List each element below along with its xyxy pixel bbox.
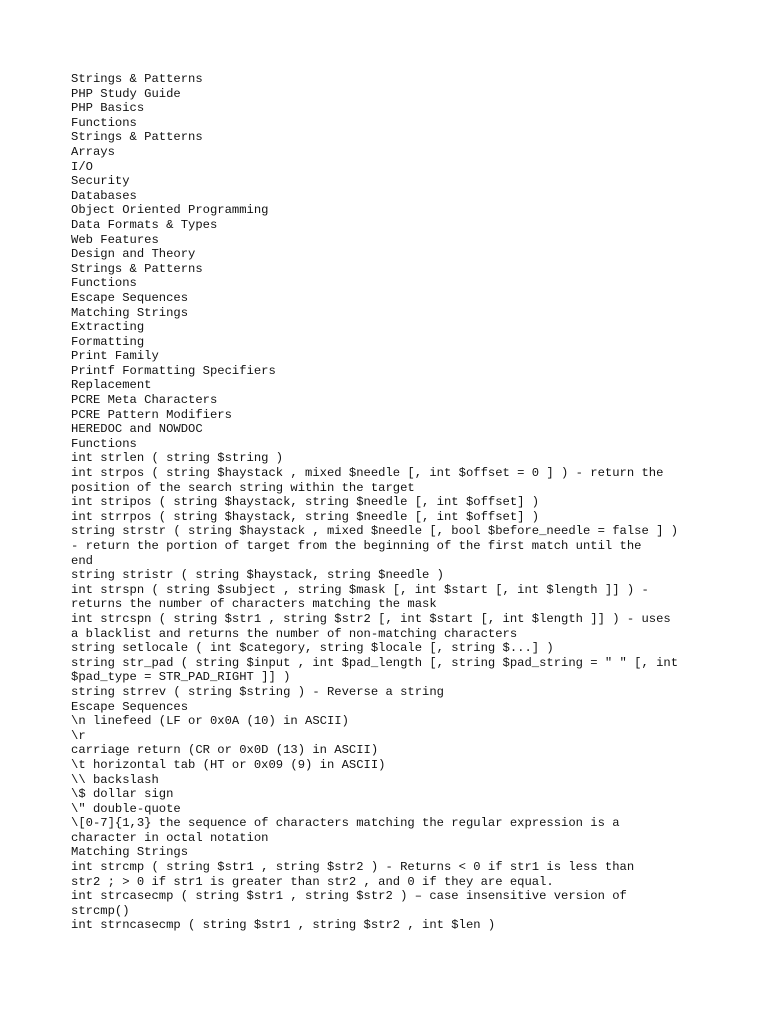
text-line: Strings & Patterns [71, 130, 203, 145]
text-line: Extracting [71, 320, 145, 335]
text-line: - return the portion of target from the beginning of the first match until the [71, 539, 642, 553]
text-line: PHP Study Guide [71, 86, 181, 101]
text-line: \[0-7]{1,3} the sequence of characters matching the regular expression is a [71, 816, 620, 831]
text-line: int strrpos ( string $haystack, string $needle [, int $offset] ) [71, 509, 540, 524]
text-line: Functions [71, 276, 137, 291]
text-line: int strspn ( string $subject , string $mask [, int $start [, int $length ]] ) - [71, 582, 649, 597]
text-line: Web Features [71, 232, 159, 247]
text-line: Replacement [71, 378, 152, 393]
text-line: HEREDOC and NOWDOC [71, 422, 203, 437]
text-line: strcmp() [71, 903, 130, 918]
text-line: string strstr ( string $haystack , mixed $needle [, bool $before_needle = false ] ) [71, 524, 679, 539]
text-line: I/O [71, 159, 93, 174]
text-line: PCRE Pattern Modifiers [71, 407, 232, 422]
text-line: Print Family [71, 349, 159, 364]
text-line: Object Oriented Programming [71, 203, 269, 218]
text-line: int strncasecmp ( string $str1 , string $str2 , int $len ) [71, 918, 496, 933]
text-line: Data Formats & Types [71, 217, 218, 232]
text-line: \n linefeed (LF or 0x0A (10) in ASCII) [71, 714, 349, 729]
text-line: \\ backslash [71, 772, 159, 787]
text-line: Strings & Patterns [71, 72, 203, 86]
text-line: returns the number of characters matching the mask [71, 597, 437, 612]
text-line: int strlen ( string $string ) [71, 451, 284, 466]
text-line: end [71, 553, 93, 568]
text-line: int strcasecmp ( string $str1 , string $str2 ) – case insensitive version of [71, 889, 627, 904]
text-line: Strings & Patterns [71, 261, 203, 276]
text-line: string str_pad ( string $input , int $pad_length [, string $pad_string = " " [, int [71, 655, 679, 670]
text-line: string strrev ( string $string ) - Reverse a string [71, 684, 444, 699]
text-line: int strcmp ( string $str1 , string $str2 ) - Returns < 0 if str1 is less than [71, 860, 635, 875]
text-line: \t horizontal tab (HT or 0x09 (9) in ASCII) [71, 757, 386, 772]
text-line: Arrays [71, 144, 115, 159]
text-line: PCRE Meta Characters [71, 393, 218, 408]
text-line: Printf Formatting Specifiers [71, 363, 276, 378]
text-line: carriage return (CR or 0x0D (13) in ASCII) [71, 743, 379, 758]
text-line: Escape Sequences [71, 699, 189, 714]
text-line: Matching Strings [71, 845, 189, 860]
text-line: position of the search string within the target [71, 480, 415, 495]
text-line: \" double-quote [71, 801, 181, 816]
text-line: Matching Strings [71, 305, 189, 320]
text-line: PHP Basics [71, 101, 145, 116]
text-line: string stristr ( string $haystack, string $needle ) [71, 568, 444, 583]
text-line: Security [71, 174, 130, 189]
text-line: int strpos ( string $haystack , mixed $needle [, int $offset = 0 ] ) - return the [71, 466, 664, 481]
text-line: Formatting [71, 334, 145, 349]
text-line: string setlocale ( int $category, string $locale [, string $...] ) [71, 641, 554, 656]
text-line: Databases [71, 188, 137, 203]
text-line: \$ dollar sign [71, 787, 174, 802]
text-line: a blacklist and returns the number of non-matching characters [71, 626, 518, 641]
text-line: Functions [71, 115, 137, 130]
text-line: Functions [71, 436, 137, 451]
text-line: int stripos ( string $haystack, string $needle [, int $offset] ) [71, 495, 540, 510]
document-body [71, 72, 731, 933]
text-line: Escape Sequences [71, 290, 189, 305]
text-line: character in octal notation [71, 830, 269, 845]
text-line: \r [71, 728, 86, 743]
text-line: $pad_type = STR_PAD_RIGHT ]] ) [71, 670, 291, 685]
text-line: Design and Theory [71, 247, 196, 262]
text-line: str2 ; > 0 if str1 is greater than str2 , and 0 if they are equal. [71, 874, 554, 889]
text-line: int strcspn ( string $str1 , string $str2 [, int $start [, int $length ]] ) - uses [71, 611, 671, 626]
